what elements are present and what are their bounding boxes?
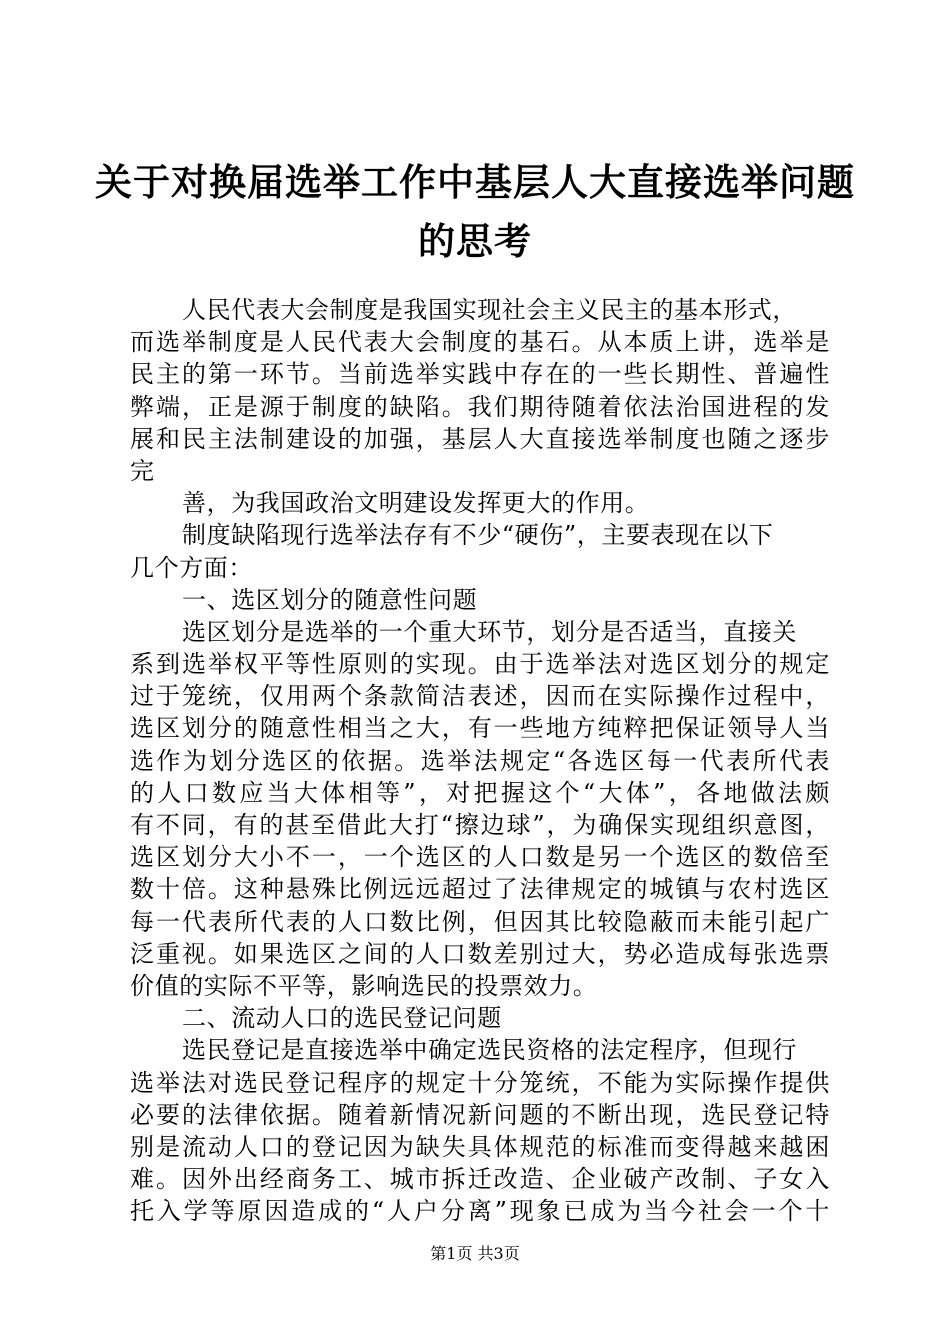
text-line: 选作为划分选区的依据。选举法规定“各选区每一代表所代表 bbox=[130, 746, 830, 775]
text-line: 制度缺陷现行选举法存有不少“硬伤”，主要表现在以下 bbox=[182, 521, 774, 550]
text-line: 人民代表大会制度是我国实现社会主义民主的基本形式， bbox=[182, 296, 797, 324]
text-line: 选区划分大小不一，一个选区的人口数是另一个选区的数倍至 bbox=[130, 843, 830, 872]
text-line: 系到选举权平等性原则的实现。由于选举法对选区划分的规定 bbox=[130, 650, 830, 679]
text-line: 而选举制度是人民代表大会制度的基石。从本质上讲，选举是 bbox=[130, 328, 830, 357]
document-title-line-1: 关于对换届选举工作中基层人大直接选举问题 bbox=[95, 160, 855, 204]
text-line: 选民登记是直接选举中确定选民资格的法定程序，但现行 bbox=[182, 1036, 797, 1065]
text-line: 有不同，有的甚至借此大打“擦边球”，为确保实现组织意图， bbox=[130, 811, 830, 839]
text-line: 完 bbox=[130, 456, 155, 485]
document-body bbox=[130, 294, 830, 1227]
text-line: 每一代表所代表的人口数比例，但因其比较隐蔽而未能引起广 bbox=[130, 907, 830, 936]
section-heading: 二、流动人口的选民登记问题 bbox=[182, 1004, 502, 1033]
section-heading: 一、选区划分的随意性问题 bbox=[182, 585, 478, 614]
text-line: 过于笼统，仅用两个条款简洁表述，因而在实际操作过程中， bbox=[130, 682, 830, 711]
text-line: 弊端，正是源于制度的缺陷。我们期待随着依法治国进程的发 bbox=[130, 392, 830, 421]
text-line: 选举法对选民登记程序的规定十分笼统，不能为实际操作提供 bbox=[130, 1068, 830, 1097]
text-line: 选区划分的随意性相当之大，有一些地方纯粹把保证领导人当 bbox=[130, 714, 830, 743]
document-title-line-2: 的思考 bbox=[418, 219, 532, 263]
page-number-footer: 第1页 共3页 bbox=[430, 1244, 520, 1263]
text-line: 别是流动人口的登记因为缺失具体规范的标准而变得越来越困 bbox=[130, 1132, 830, 1161]
text-line: 数十倍。这种悬殊比例远远超过了法律规定的城镇与农村选区 bbox=[130, 875, 830, 904]
text-line: 价值的实际不平等，影响选民的投票效力。 bbox=[130, 971, 598, 1000]
text-line: 几个方面： bbox=[130, 553, 253, 582]
text-line: 难。因外出经商务工、城市拆迁改造、企业破产改制、子女入 bbox=[130, 1165, 830, 1194]
text-line: 选区划分是选举的一个重大环节，划分是否适当，直接关 bbox=[182, 617, 797, 646]
text-line: 泛重视。如果选区之间的人口数差别过大，势必造成每张选票 bbox=[130, 939, 830, 968]
text-line: 民主的第一环节。当前选举实践中存在的一些长期性、普遍性 bbox=[130, 360, 830, 389]
text-line: 的人口数应当大体相等”，对把握这个“大体”，各地做法颇 bbox=[130, 778, 830, 807]
text-line: 善，为我国政治文明建设发挥更大的作用。 bbox=[182, 489, 650, 518]
text-line: 托入学等原因造成的“人户分离”现象已成为当今社会一个十 bbox=[130, 1197, 830, 1226]
text-line: 必要的法律依据。随着新情况新问题的不断出现，选民登记特 bbox=[130, 1100, 830, 1129]
text-line: 展和民主法制建设的加强，基层人大直接选举制度也随之逐步 bbox=[130, 424, 830, 453]
